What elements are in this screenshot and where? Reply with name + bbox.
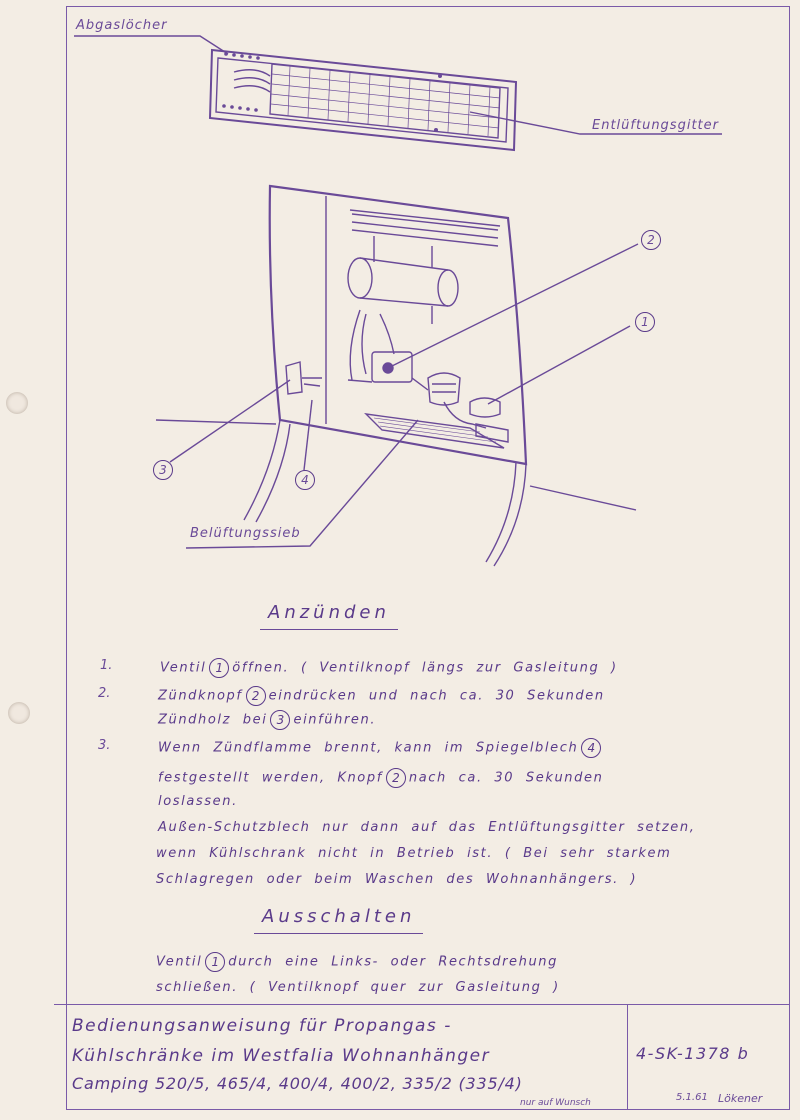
callout-1: 1 xyxy=(635,312,655,332)
ref-circle: 1 xyxy=(209,658,229,678)
label-abgasloecher: Abgaslöcher xyxy=(76,18,168,33)
step-2-line-1: Zündknopf 2 eindrücken und nach ca. 30 Sekunden xyxy=(158,686,605,706)
step-number-1: 1. xyxy=(100,658,113,673)
drawing-date: 5.1.61 xyxy=(676,1092,708,1103)
note-line-1: Außen-Schutzblech nur dann auf das Entlüftungsgitter setzen, xyxy=(158,820,696,835)
ref-circle: 2 xyxy=(246,686,266,706)
step-3-line-3: loslassen. xyxy=(158,794,238,809)
heading-anzuenden: Anzünden xyxy=(268,602,390,623)
step-3-line-2: festgestellt werden, Knopf 2 nach ca. 30 Sekunden xyxy=(158,768,603,788)
title-block-divider xyxy=(627,1004,628,1110)
title-line-3: Camping 520/5, 465/4, 400/4, 400/2, 335/2 (335/4) xyxy=(72,1074,523,1093)
ref-circle: 1 xyxy=(205,952,225,972)
signature: Lökener xyxy=(718,1092,763,1105)
label-belueftungssieb: Belüftungssieb xyxy=(190,526,301,541)
ausschalten-line-1: Ventil 1 durch eine Links- oder Rechtsdrehung xyxy=(156,952,558,972)
title-line-2: Kühlschränke im Westfalia Wohnanhänger xyxy=(72,1046,491,1066)
note-line-3: Schlagregen oder beim Waschen des Wohnanhängers. ) xyxy=(156,872,638,887)
callout-3: 3 xyxy=(153,460,173,480)
step-2-line-2: Zündholz bei 3 einführen. xyxy=(158,710,376,730)
step-number-2: 2. xyxy=(98,686,111,701)
callout-2: 2 xyxy=(641,230,661,250)
step-1-text: Ventil 1 öffnen. ( Ventilknopf längs zur Gasleitung ) xyxy=(160,658,618,678)
drawing-number: 4-SK-1378 b xyxy=(636,1044,750,1063)
title-note: nur auf Wunsch xyxy=(520,1098,591,1108)
callout-4: 4 xyxy=(295,470,315,490)
ref-circle: 2 xyxy=(386,768,406,788)
step-3-line-1: Wenn Zündflamme brennt, kann im Spiegelblech 4 xyxy=(158,738,604,758)
label-entlueftungsgitter: Entlüftungsgitter xyxy=(592,118,719,133)
ausschalten-line-2: schließen. ( Ventilknopf quer zur Gasleitung ) xyxy=(156,980,560,995)
title-line-1: Bedienungsanweisung für Propangas - xyxy=(72,1016,452,1036)
ref-circle: 4 xyxy=(581,738,601,758)
note-line-2: wenn Kühlschrank nicht in Betrieb ist. ( Bei sehr starkem xyxy=(156,846,672,861)
heading-ausschalten: Ausschalten xyxy=(262,906,416,927)
step-number-3: 3. xyxy=(98,738,111,753)
ref-circle: 3 xyxy=(270,710,290,730)
